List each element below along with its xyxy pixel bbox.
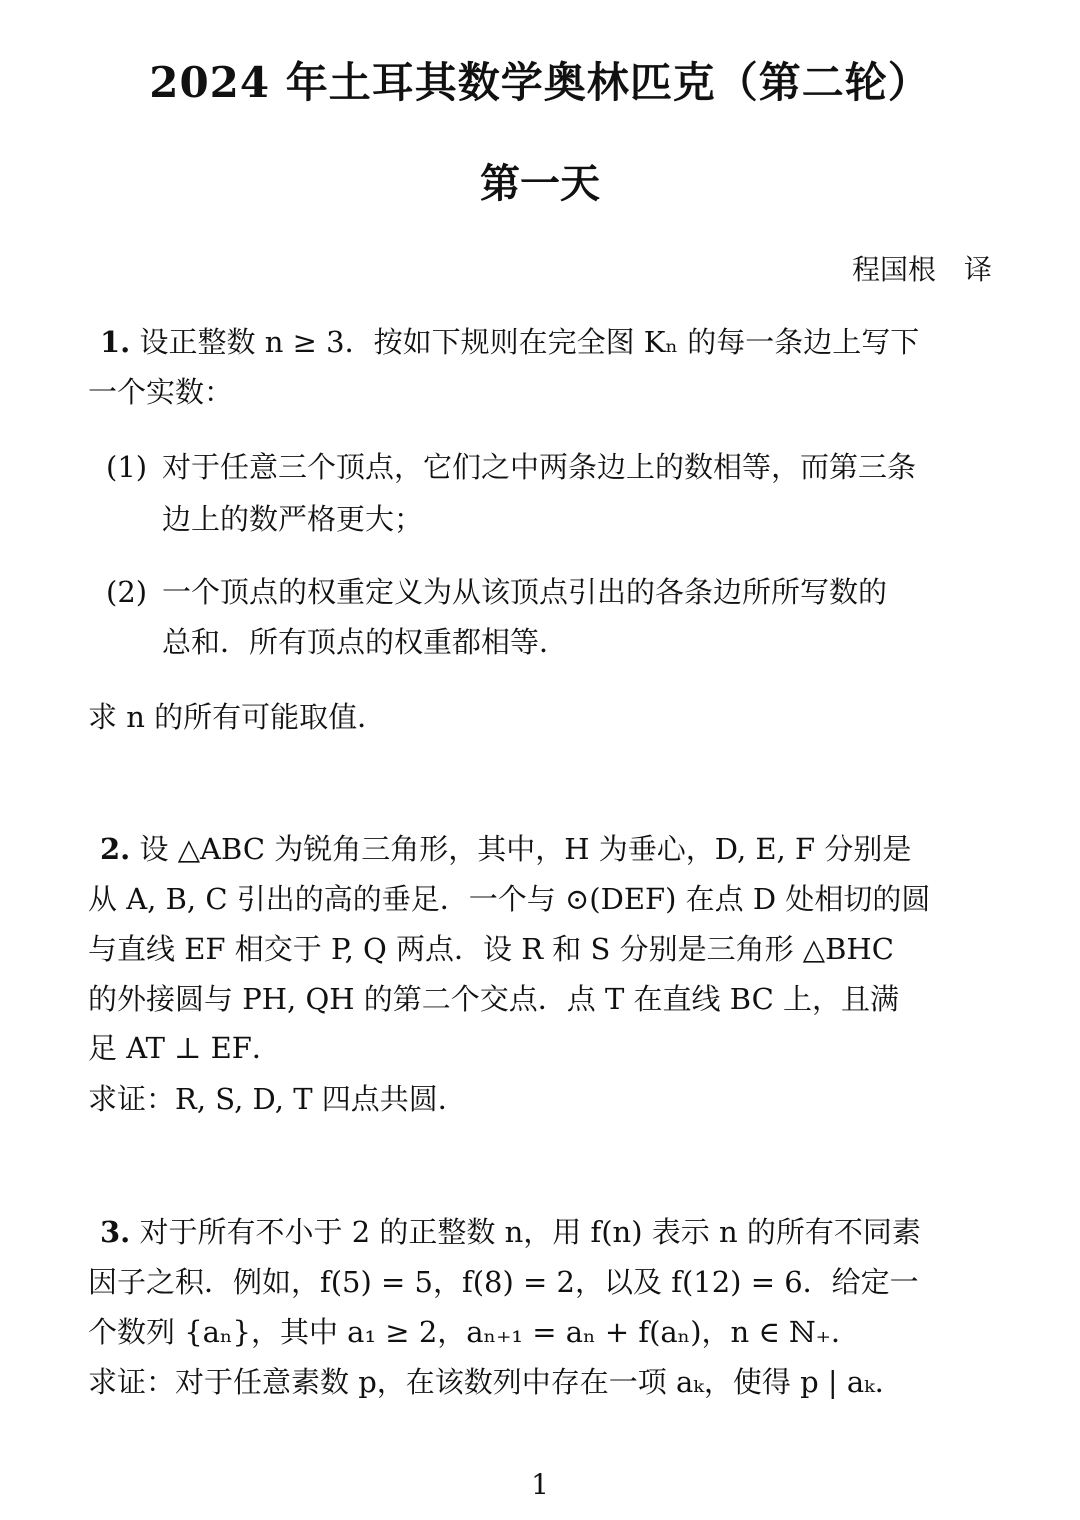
problem-3-line-3: 个数列 {aₙ}，其中 a₁ ≥ 2，aₙ₊₁ = aₙ + f(aₙ)，n ∈ ℕ₊． (88, 1315, 860, 1349)
problem-2-question: 求证：R, S, D, T 四点共圆． (88, 1082, 467, 1116)
problem-3-line-1: 3. 对于所有不小于 2 的正整数 n，用 f(n) 表示 n 的所有不同素 (100, 1215, 921, 1249)
problem-2-line-4: 的外接圆与 PH, QH 的第二个交点．点 T 在直线 BC 上，且满 (88, 982, 899, 1016)
condition-1-line-2: 边上的数严格更大； (162, 502, 424, 536)
problem-2-line-3: 与直线 EF 相交于 P, Q 两点．设 R 和 S 分别是三角形 △BHC (88, 932, 894, 966)
problem-number: 3. (100, 1215, 131, 1249)
condition-label: (1) (106, 450, 148, 484)
problem-3-question: 求证：对于任意素数 p，在该数列中存在一项 aₖ，使得 p | aₖ． (88, 1365, 904, 1399)
condition-label: (2) (106, 575, 148, 609)
page-title: 2024 年土耳其数学奥林匹克（第二轮） (149, 58, 931, 107)
problem-1-question: 求 n 的所有可能取值． (88, 700, 387, 734)
problem-2-line-5: 足 AT ⊥ EF． (88, 1031, 281, 1065)
problem-number: 1. (100, 325, 131, 359)
translator-credit: 程国根 译 (851, 253, 992, 286)
problem-1-line-1: 1. 设正整数 n ≥ 3．按如下规则在完全图 Kₙ 的每一条边上写下 (100, 325, 920, 359)
condition-1-line-1: 对于任意三个顶点，它们之中两条边上的数相等，而第三条 (162, 450, 917, 484)
problem-3-line-2: 因子之积．例如，f(5) = 5，f(8) = 2，以及 f(12) = 6．给定一 (88, 1265, 919, 1299)
problem-1-line-2: 一个实数： (88, 375, 234, 409)
problem-number: 2. (100, 832, 131, 866)
problem-2-line-1: 2. 设 △ABC 为锐角三角形，其中，H 为垂心，D, E, F 分别是 (100, 832, 912, 866)
day-heading: 第一天 (480, 160, 600, 207)
condition-2-line-2: 总和．所有顶点的权重都相等． (162, 625, 569, 659)
page-number: 1 (531, 1468, 549, 1501)
condition-2-line-1: 一个顶点的权重定义为从该顶点引出的各条边所所写数的 (162, 575, 888, 609)
problem-2-line-2: 从 A, B, C 引出的高的垂足．一个与 ⊙(DEF) 在点 D 处相切的圆 (88, 882, 931, 916)
